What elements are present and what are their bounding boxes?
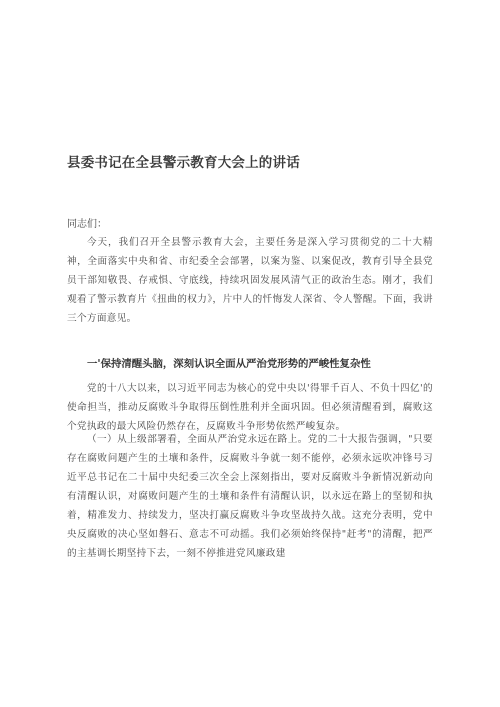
section-1-paragraph: 党的十八大以来，以习近平同志为核心的党中央以'得罪千百人、不负十四亿'的使命担当，推动反腐败斗争取得压倒性胜利并全面巩固。但必须清醒看到，腐败这个党执政的最大风险仍然存在，反腐败斗争形势依然严峻复杂。 — [67, 383, 433, 432]
salutation: 同志们： — [67, 219, 107, 230]
intro-paragraph: 今天，我们召开全县警示教育大会，主要任务是深入学习贯彻党的二十大精神，全面落实中央和省、市纪委全会部署，以案为鉴、以案促改，教育引导全县党员干部知敬畏、存戒惧、守底线，持续巩固发展风清气正的政治生态。刚才，我们观看了警示教育片《扭曲的权力》，片中人的忏悔发人深省、令人警醒。下面，我讲三个方面意见。 — [67, 237, 433, 324]
document-title: 县委书记在全县警示教育大会上的讲话 — [67, 155, 300, 171]
section-1-subparagraph-1: （一）从上级部署看，全面从严治党永远在路上。党的二十大报告强调，"只要存在腐败问题产生的土壤和条件，反腐败斗争就一刻不能停，必须永远吹冲锋号习近平总书记在二十届中央纪委三次全会上深刻指出，要对反腐败斗争新情况新动向有清醒认识，对腐败问题产生的土壤和条件有清醒认识，以永远在路上的坚韧和执着，精准发力、持续发力，坚决打赢反腐败斗争攻坚战持久战。这充分表明，党中央反腐败的决心坚如磐石、意志不可动摇。我们必须始终保持"赶考"的清醒，把严的主基调长期坚持下去，一刻不停推进党风廉政建 — [67, 434, 433, 559]
section-heading-1: 一'保持清醒头脑，深刻认识全面从严治党形势的严峻性复杂性 — [87, 358, 371, 370]
